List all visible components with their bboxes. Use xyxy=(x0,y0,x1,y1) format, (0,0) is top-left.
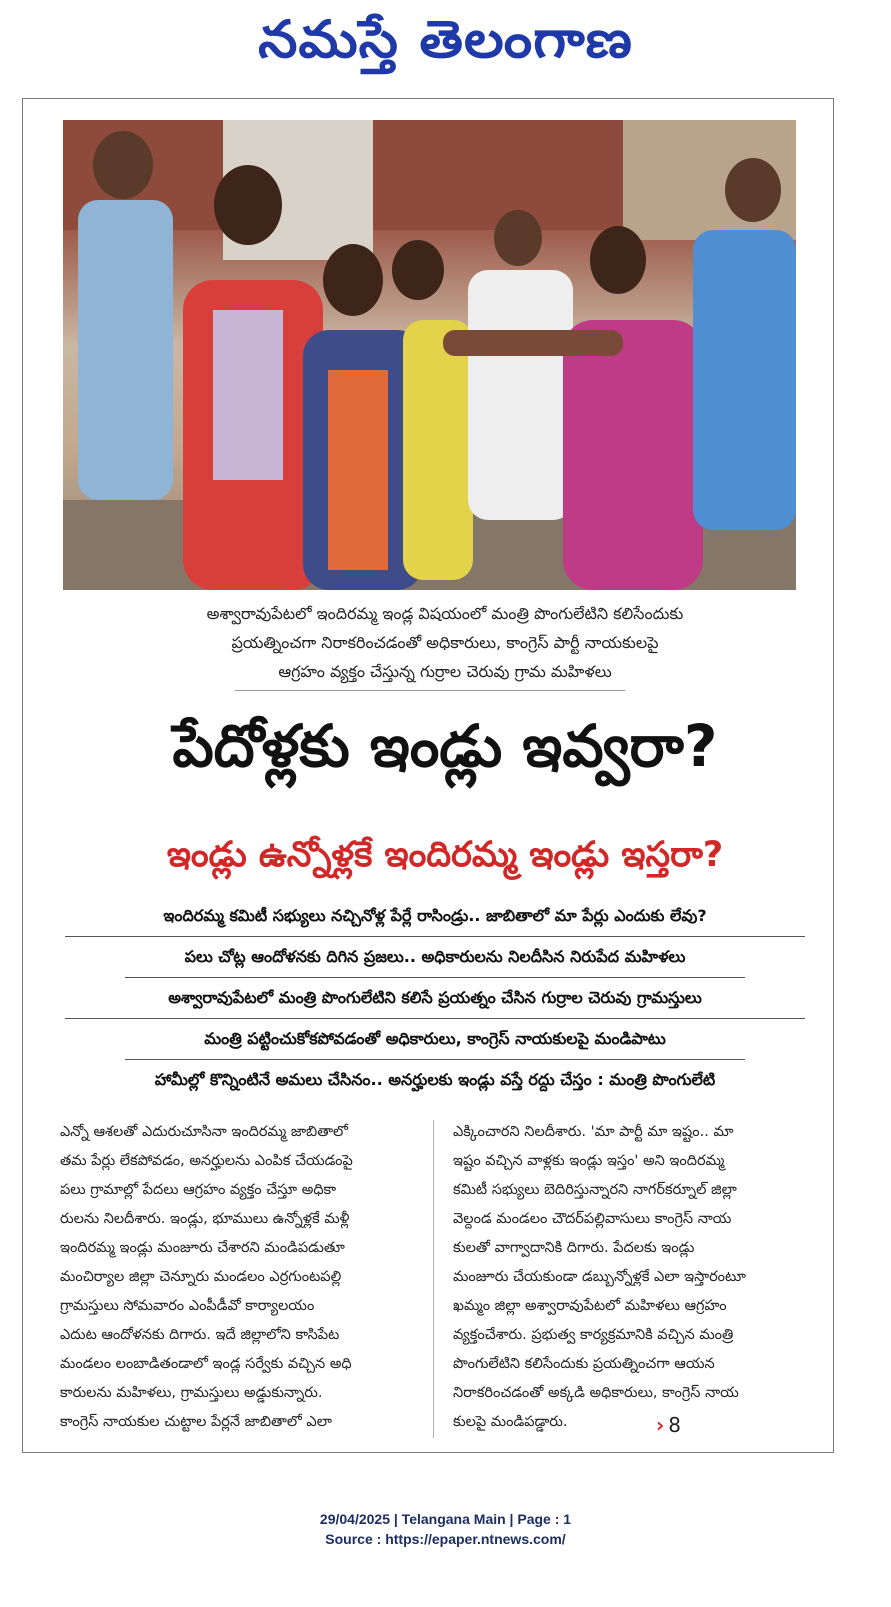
news-photo xyxy=(63,120,796,590)
highlight-point: ఇందిరమ్మ కమిటీ సభ్యులు నచ్చినోళ్ల పేర్లే రాసిండ్రు.. జాబితాలో మా పేర్లు ఎందుకు లేవు? xyxy=(163,906,707,925)
highlight-point: మంత్రి పట్టించుకోకపోవడంతో అధికారులు, కాంగ్రెస్ నాయకులపై మండిపాటు xyxy=(204,1029,666,1048)
continued-page-number: 8 xyxy=(668,1413,681,1437)
sub-headline: ఇండ్లు ఉన్నోళ్లకే ఇందిరమ్మ ఇండ్లు ఇస్తరా? xyxy=(166,835,724,875)
column-divider xyxy=(433,1120,434,1438)
body-line: పలు గ్రామాల్లో పేదలు ఆగ్రహం వ్యక్తం చేస్తూ అధికా xyxy=(60,1182,337,1198)
body-line: ఎన్నో ఆశలతో ఎదురుచూసినా ఇందిరమ్మ జాబితాలో xyxy=(60,1124,348,1140)
main-headline: పేదోళ్లకు ఇండ్లు ఇవ్వరా? xyxy=(172,712,718,780)
article-column-1 xyxy=(60,1118,418,1437)
highlight-point: అశ్వారావుపేటలో మంత్రి పొంగులేటిని కలిసే ప్రయత్నం చేసిన గుర్రాల చెరువు గ్రామస్తులు xyxy=(168,988,702,1007)
body-line: కారులను మహిళలు, గ్రామస్తులు అడ్డుకున్నారు. xyxy=(60,1385,323,1401)
chevron-right-icon: › xyxy=(656,1413,665,1437)
body-line: రులను నిలదీశారు. ఇండ్లు, భూములు ఉన్నోళ్లకే మళ్లీ xyxy=(60,1211,350,1227)
article-column-2 xyxy=(453,1118,811,1437)
body-line: వ్యక్తంచేశారు. ప్రభుత్వ కార్యక్రమానికి వచ్చిన మంత్రి xyxy=(453,1327,734,1343)
body-line: మంచిర్యాల జిల్లా చెన్నూరు మండలం ఎర్రగుంటపల్లి xyxy=(60,1269,342,1285)
caption-divider xyxy=(235,690,625,691)
body-line: మండలం లంబాడితండాలో ఇండ్ల సర్వేకు వచ్చిన అధి xyxy=(60,1356,352,1372)
body-line: ఇందిరమ్మ ఇండ్లు మంజూరు చేశారని మండిపడుతూ xyxy=(60,1240,345,1256)
body-line: ఖమ్మం జిల్లా అశ్వారావుపేటలో మహిళలు ఆగ్రహం xyxy=(453,1298,727,1314)
newspaper-title: నమస్తే తెలంగాణ xyxy=(258,9,633,70)
body-line: గ్రామస్తులు సోమవారం ఎంపీడీవో కార్యాలయం xyxy=(60,1298,315,1314)
body-line: ఇష్టం వచ్చిన వాళ్లకు ఇండ్లు ఇస్తం' అని ఇందిరమ్మ xyxy=(453,1153,725,1169)
body-line: పొంగులేటిని కలిసేందుకు ప్రయత్నించగా ఆయన xyxy=(453,1356,715,1372)
page-footer xyxy=(0,1509,891,1549)
caption-line: ఆగ్రహం వ్యక్తం చేస్తున్న గుర్రాల చెరువు గ్రామ మహిళలు xyxy=(278,662,612,681)
highlight-point: పలు చోట్ల ఆందోళనకు దిగిన ప్రజలు.. అధికారులను నిలదీసిన నిరుపేద మహిళలు xyxy=(184,947,686,966)
highlight-points xyxy=(55,896,815,1100)
photo-caption xyxy=(80,599,810,686)
body-line: వెల్దండ మండలం చౌదర్‌పల్లివాసులు కాంగ్రెస్ నాయ xyxy=(453,1211,732,1227)
body-line: కులతో వాగ్వాదానికి దిగారు. పేదలకు ఇండ్లు xyxy=(453,1240,695,1256)
photo-illustration xyxy=(63,120,796,590)
caption-line: ప్రయత్నించగా నిరాకరించడంతో అధికారులు, కాంగ్రెస్ పార్టీ నాయకులపై xyxy=(231,633,659,652)
body-line: మంజూరు చేయకుండా డబ్బున్నోళ్లకే ఎలా ఇస్తారంటూ xyxy=(453,1269,746,1285)
footer-date-edition: 29/04/2025 | Telangana Main | Page : 1 xyxy=(319,1511,572,1527)
body-line: కాంగ్రెస్ నాయకుల చుట్టాల పేర్లనే జాబితాలో ఎలా xyxy=(60,1414,332,1430)
body-line: ఎదుట ఆందోళనకు దిగారు. ఇదే జిల్లాలోని కాసిపేట xyxy=(60,1327,340,1343)
body-line: నిరాకరించడంతో అక్కడి అధికారులు, కాంగ్రెస్ నాయ xyxy=(453,1385,739,1401)
body-line: కమిటీ సభ్యులు బెదిరిస్తున్నారని నాగర్‌కర్నూల్ జిల్లా xyxy=(453,1182,737,1198)
body-line: ఎక్కించారని నిలదీశారు. 'మా పార్టీ మా ఇష్టం.. మా xyxy=(453,1124,734,1140)
highlight-point: హామీల్లో కొన్నింటినే అమలు చేసినం.. అనర్హులకు ఇండ్లు వస్తే రద్దు చేస్తం : మంత్రి పొంగులేటి xyxy=(154,1070,716,1089)
masthead xyxy=(0,8,891,84)
footer-source-link[interactable]: Source : https://epaper.ntnews.com/ xyxy=(325,1531,566,1547)
body-line: కులపై మండిపడ్డారు. xyxy=(453,1414,568,1430)
continued-on-page[interactable] xyxy=(656,1413,681,1437)
body-line: తమ పేర్లు లేకపోవడం, అనర్హులను ఎంపిక చేయడంపై xyxy=(60,1153,353,1169)
caption-line: అశ్వారావుపేటలో ఇందిరమ్మ ఇండ్ల విషయంలో మంత్రి పొంగులేటిని కలిసేందుకు xyxy=(206,604,684,623)
